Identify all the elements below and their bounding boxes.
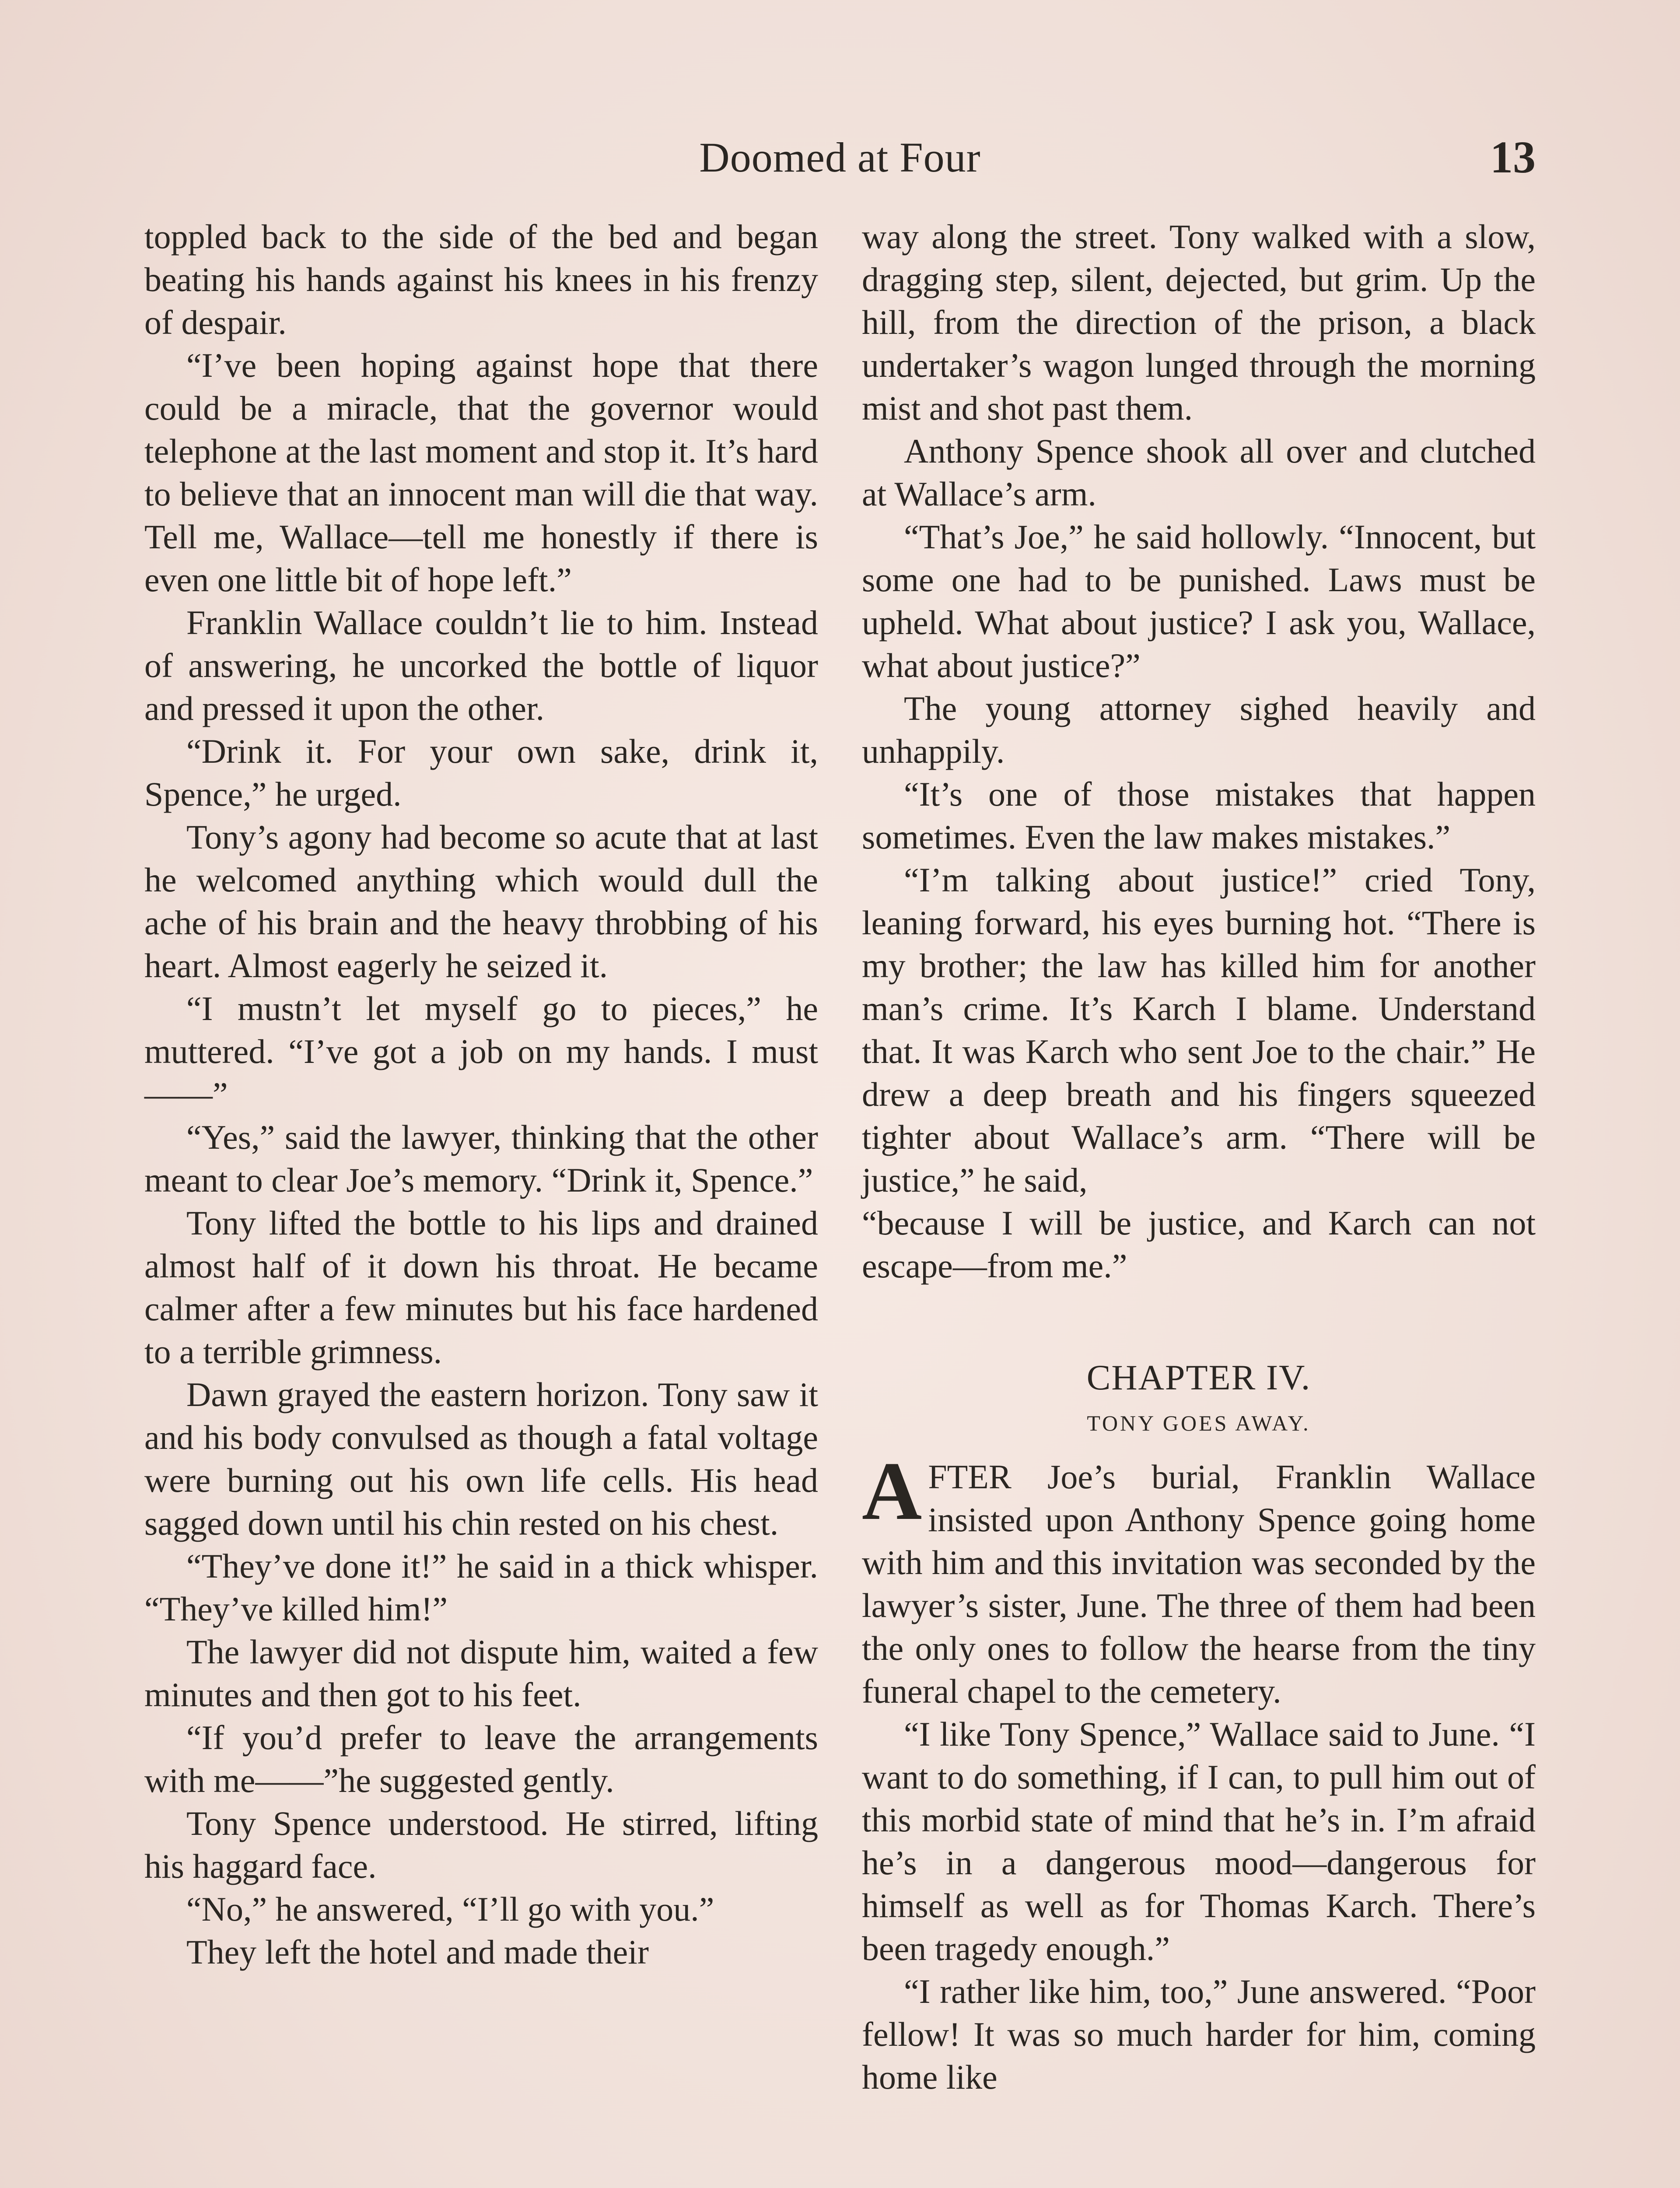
paragraph: Anthony Spence shook all over and clutched at Wallace’s arm. [862,432,1536,513]
paragraph: “If you’d prefer to leave the arrangements with me——”he suggested gently. [144,1718,818,1799]
paragraph: “I rather like him, too,” June answered. “Poor fellow! It was so much harder for him, coming home like [862,1972,1536,2096]
paragraph: Tony Spence understood. He stirred, lifting his haggard face. [144,1804,818,1885]
paragraph: Franklin Wallace couldn’t lie to him. Instead of answering, he uncorked the bottle of liquor and pressed it upon the other. [144,603,818,727]
page-header [144,131,1536,184]
paragraph: “They’ve done it!” he said in a thick whisper. “They’ve killed him!” [144,1547,818,1628]
paragraph: “I’ve been hoping against hope that there could be a miracle, that the governor would telephone at the last moment and stop it. It’s hard to believe that an innocent man will die that way. Tell me, Wallace—tell me honestly if there is even one little bit of hope left.” [144,346,818,599]
paragraph: “No,” he answered, “I’ll go with you.” [186,1890,714,1928]
paragraph: way along the street. Tony walked with a slow, dragging step, silent, dejected, but grim. Up the hill, from the direction of the prison, a black undertaker’s wagon lunged through the morning mist and shot past them. [862,217,1536,427]
paragraph: “I mustn’t let myself go to pieces,” he muttered. “I’ve got a job on my hands. I must——” [144,989,818,1113]
chapter-opening-text: FTER Joe’s burial, Franklin Wallace insisted upon Anthony Spence going home with him and this invitation was seconded by the lawyer’s sister, June. The three of them had been the only ones to follow the hearse from the tiny funeral chapel to the cemetery. [862,1458,1536,1710]
left-column [144,215,818,1974]
chapter-subtitle: TONY GOES AWAY. [1087,1411,1311,1435]
paragraph: “because I will be justice, and Karch can not escape—from me.” [862,1204,1536,1285]
paragraph: “I like Tony Spence,” Wallace said to June. “I want to do something, if I can, to pull him out of this morbid state of mind that he’s in. I’m afraid he’s in a dangerous mood—dangerous for himself as well as for Thomas Karch. There’s been tragedy enough.” [862,1715,1536,1967]
paragraph: Tony’s agony had become so acute that at last he welcomed anything which would dull the ache of his brain and the heavy throbbing of his heart. Almost eagerly he seized it. [144,818,818,985]
paragraph: “It’s one of those mistakes that happen sometimes. Even the law makes mistakes.” [862,775,1536,856]
paragraph: The young attorney sighed heavily and unhappily. [862,689,1536,770]
paragraph: “Drink it. For your own sake, drink it, Spence,” he urged. [144,732,818,813]
paragraph: “Yes,” said the lawyer, thinking that the other meant to clear Joe’s memory. “Drink it, Spence.” [144,1118,818,1199]
chapter-opening-paragraph [862,1445,1536,1713]
chapter-heading: CHAPTER IV. [1086,1357,1311,1397]
drop-cap: A [862,1445,922,1537]
paragraph: Tony lifted the bottle to his lips and drained almost half of it down his throat. He became calmer after a few minutes but his face hardened to a terrible grimness. [144,1204,818,1371]
paragraph: The lawyer did not dispute him, waited a few minutes and then got to his feet. [144,1633,818,1714]
paragraph: “I’m talking about justice!” cried Tony, leaning forward, his eyes burning hot. “There is my brother; the law has killed him for another man’s crime. It’s Karch I blame. Understand that. It was Karch who sent Joe to the chair.” He drew a deep breath and his fingers squeezed tighter about Wallace’s arm. “There will be justice,” he said, [862,861,1536,1199]
right-column [862,215,1536,2099]
paragraph: toppled back to the side of the bed and began beating his hands against his knees in his frenzy of despair. [144,217,818,341]
paragraph: Dawn grayed the eastern horizon. Tony saw it and his body convulsed as though a fatal voltage were burning out his own life cells. His head sagged down until his chin rested on his chest. [144,1375,818,1542]
page-number: 13 [1490,132,1536,182]
paragraph: “That’s Joe,” he said hollowly. “Innocent, but some one had to be punished. Laws must be upheld. What about justice? I ask you, Wallace, what about justice?” [862,518,1536,684]
paragraph: They left the hotel and made their [186,1933,649,1971]
running-title: Doomed at Four [699,134,981,181]
